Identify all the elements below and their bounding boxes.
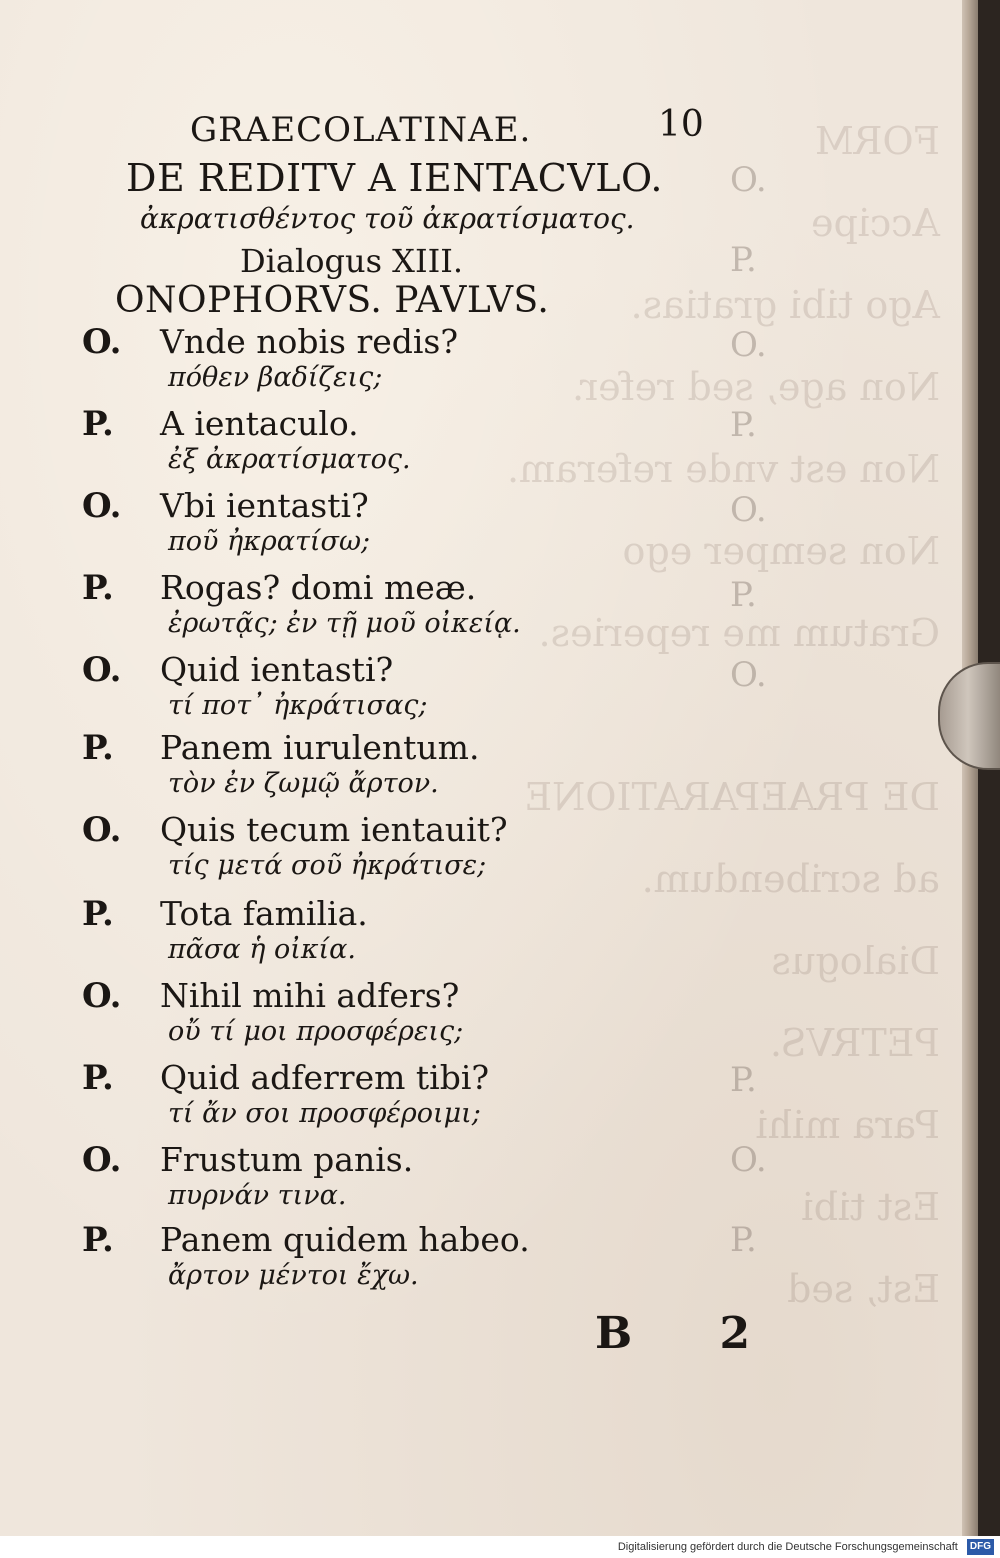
dfg-logo-icon: DFG [967, 1539, 994, 1555]
latin-line: Frustum panis. [160, 1140, 414, 1179]
page-number: 10 [658, 104, 704, 145]
greek-line: τί ποτ᾽ ἠκράτισας; [168, 690, 428, 721]
latin-line: Quis tecum ientauit? [160, 810, 508, 849]
dialogue-entry [0, 976, 968, 1056]
speaker-mark: P. [82, 1058, 114, 1098]
dialogue-entry [0, 486, 968, 566]
bleed-through-text: FORM Accipe Ago tibi gratias. Non age, sed refer. Non est vnde referam. Non semper ego Gratum me reperies. DE PRAEPARATIONE ad scribendum. Dialogus PETRVS. Para mihi Est tibi Est, sed [507, 119, 940, 1311]
funding-credit: Digitalisierung gefördert durch die Deutsche Forschungsgemeinschaft [617, 1541, 958, 1553]
dialogue-entry [0, 1058, 968, 1138]
latin-line: Rogas? domi meæ. [160, 568, 477, 607]
latin-line: Panem iurulentum. [160, 728, 480, 767]
speaker-mark: P. [82, 404, 114, 444]
greek-line: ἐρωτᾷς; ἐν τῇ μοῦ οἰκείᾳ. [168, 608, 521, 639]
greek-line: ποῦ ἠκρατίσω; [168, 526, 371, 557]
dialogue-entry [0, 810, 968, 890]
dialogue-entry [0, 650, 968, 730]
greek-line: τί ἄν σοι προσφέροιμι; [168, 1098, 481, 1129]
greek-line: οὔ τί μοι προσφέρεις; [168, 1016, 464, 1047]
dialogue-number: Dialogus XIII. [240, 242, 464, 280]
speaker-mark: P. [82, 1220, 114, 1260]
speaker-mark: O. [82, 486, 122, 526]
latin-line: Vbi ientasti? [160, 486, 369, 525]
page-edge [962, 0, 978, 1540]
section-title-greek: ἀκρατισθέντος τοῦ ἀκρατίσματος. [140, 202, 635, 235]
speaker-mark: O. [82, 976, 122, 1016]
dialogue-entry [0, 1220, 968, 1300]
dialogue-entry [0, 1140, 968, 1220]
dialogue-entry [0, 568, 968, 648]
speaker-mark: O. [82, 1140, 122, 1180]
latin-line: Quid adferrem tibi? [160, 1058, 490, 1097]
speaker-mark: P. [82, 894, 114, 934]
greek-line: ἄρτον μέντοι ἔχω. [168, 1260, 419, 1291]
speaker-mark: P. [82, 568, 114, 608]
latin-line: Panem quidem habeo. [160, 1220, 530, 1259]
latin-line: Nihil mihi adfers? [160, 976, 460, 1015]
greek-line: πόθεν βαδίζεις; [168, 362, 383, 393]
latin-line: A ientaculo. [160, 404, 359, 443]
speaker-mark: O. [82, 650, 122, 690]
dialogue-entry [0, 728, 968, 808]
greek-line: πυρνάν τινα. [168, 1180, 347, 1211]
section-title: DE REDITV A IENTACVLO. [126, 156, 663, 200]
dialogue-entry [0, 322, 968, 402]
latin-line: Tota familia. [160, 894, 368, 933]
dialogue-entry [0, 404, 968, 484]
book-page: FORM Accipe Ago tibi gratias. Non age, sed refer. Non est vnde referam. Non semper ego Gratum me reperies. DE PRAEPARATIONE ad scribendum. Dialogus PETRVS. Para mihi Est tibi Est, sed O. P. O. P. O. P. O. P. O. P. GRAECOLATINAE. 10 DE REDITV A IENTACVLO. ἀκρατισθέντος τοῦ ἀκρατίσματος. Dialogus XIII. ONOPHORVS. PAVLVS. O. Vnde nobis redis? πόθεν βαδίζεις; P. A ientaculo. ἐξ ἀκρατίσματος. O. Vbi ientasti? ποῦ ἠκρατίσω; P. Rogas? domi meæ. ἐρωτᾷς; ἐν τῇ μοῦ οἰκείᾳ. O. Quid ientasti? τί ποτ᾽ ἠκράτισας; P. Panem iurulentum. τὸν ἐν ζωμῷ ἄρτον. O. Quis tecum ientauit? τίς μετά σοῦ ἠκράτισε; P. Tota familia. πᾶσα ἡ οἰκία. O. Nihil mihi adfers? οὔ τί μοι προσφέρεις; P. Quid adferrem tibi? τί ἄν σοι προσφέροιμι; O. Frustum panis. πυρνάν τινα. P. Panem quidem habeo. ἄρτον μέντοι ἔχω. B 2 [0, 0, 968, 1536]
speaker-mark: P. [82, 728, 114, 768]
speaker-mark: O. [82, 810, 122, 850]
dialogue-entry [0, 894, 968, 974]
greek-line: ἐξ ἀκρατίσματος. [168, 444, 411, 475]
latin-line: Vnde nobis redis? [160, 322, 459, 361]
latin-line: Quid ientasti? [160, 650, 394, 689]
signature-mark: B 2 [595, 1308, 787, 1359]
greek-line: πᾶσα ἡ οἰκία. [168, 934, 356, 965]
greek-line: τὸν ἐν ζωμῷ ἄρτον. [168, 768, 439, 799]
running-head: GRAECOLATINAE. [190, 110, 532, 150]
speakers-list: ONOPHORVS. PAVLVS. [115, 280, 550, 321]
speaker-mark: O. [82, 322, 122, 362]
footer-bar [0, 1536, 1000, 1558]
greek-line: τίς μετά σοῦ ἠκράτισε; [168, 850, 487, 881]
